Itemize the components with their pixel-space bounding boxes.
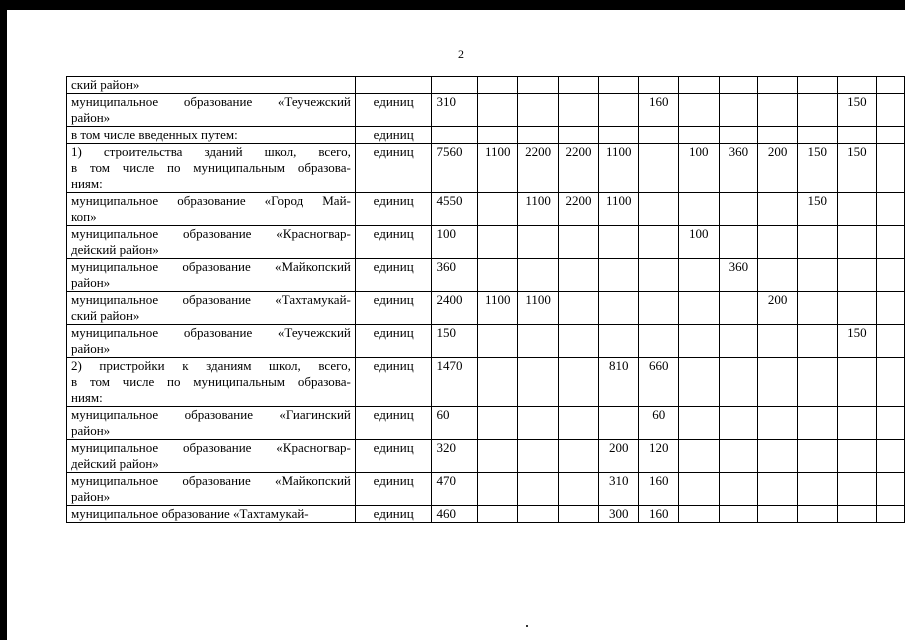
value-cell	[679, 440, 720, 473]
value-cell	[837, 440, 877, 473]
value-cell	[797, 77, 837, 94]
value-cell	[758, 358, 798, 407]
value-cell: 660	[639, 358, 679, 407]
value-cell	[639, 226, 679, 259]
total-cell: 7560	[432, 144, 478, 193]
value-cell	[719, 325, 758, 358]
row-name-line: муниципальное образование «Тахтамукай-	[71, 292, 351, 307]
value-cell	[679, 127, 720, 144]
row-name-cell	[67, 77, 356, 94]
unit-cell: единиц	[355, 226, 432, 259]
value-cell	[518, 440, 558, 473]
row-name-line: 2) пристройки к зданиям школ, всего,	[71, 358, 351, 373]
value-cell: 200	[758, 292, 798, 325]
value-cell	[719, 473, 758, 506]
value-cell	[719, 193, 758, 226]
value-cell	[558, 358, 598, 407]
value-cell	[877, 358, 905, 407]
row-name-line: в том числе по муниципальным образова-	[71, 374, 351, 389]
row-name-line: ский район»	[71, 308, 140, 323]
value-cell	[837, 127, 877, 144]
unit-cell: единиц	[355, 358, 432, 407]
value-cell	[758, 325, 798, 358]
value-cell	[558, 127, 598, 144]
value-cell	[758, 226, 798, 259]
value-cell: 310	[599, 473, 639, 506]
row-name-line: муниципальное образование «Город Май-	[71, 193, 351, 208]
value-cell	[518, 77, 558, 94]
value-cell	[797, 473, 837, 506]
row-name-line: муниципальное образование «Гиагинский	[71, 407, 351, 422]
value-cell	[639, 144, 679, 193]
row-name-line: в том числе введенных путем:	[71, 127, 238, 142]
value-cell	[877, 127, 905, 144]
value-cell	[877, 506, 905, 523]
value-cell	[837, 292, 877, 325]
value-cell: 810	[599, 358, 639, 407]
value-cell	[877, 226, 905, 259]
value-cell: 1100	[518, 193, 558, 226]
value-cell	[679, 292, 720, 325]
table-row	[67, 292, 905, 325]
value-cell: 150	[837, 325, 877, 358]
value-cell	[679, 506, 720, 523]
value-cell	[837, 193, 877, 226]
unit-cell: единиц	[355, 325, 432, 358]
value-cell: 150	[837, 94, 877, 127]
value-cell	[558, 440, 598, 473]
total-cell	[432, 127, 478, 144]
value-cell: 2200	[558, 193, 598, 226]
value-cell	[719, 358, 758, 407]
row-name-line: район»	[71, 489, 111, 504]
value-cell	[797, 259, 837, 292]
value-cell	[639, 325, 679, 358]
value-cell	[679, 358, 720, 407]
value-cell	[719, 94, 758, 127]
data-table	[66, 76, 905, 523]
row-name-line: в том числе по муниципальным образова-	[71, 160, 351, 175]
row-name-line: район»	[71, 423, 111, 438]
value-cell: 160	[639, 94, 679, 127]
table-row	[67, 226, 905, 259]
value-cell	[599, 77, 639, 94]
row-name-line: район»	[71, 110, 111, 125]
value-cell: 1100	[478, 144, 518, 193]
value-cell	[719, 440, 758, 473]
value-cell	[719, 506, 758, 523]
value-cell	[599, 292, 639, 325]
value-cell: 1100	[599, 144, 639, 193]
row-name-cell	[67, 440, 356, 473]
value-cell	[758, 506, 798, 523]
value-cell	[877, 292, 905, 325]
value-cell	[679, 193, 720, 226]
value-cell: 2200	[558, 144, 598, 193]
unit-cell: единиц	[355, 94, 432, 127]
unit-cell: единиц	[355, 440, 432, 473]
value-cell	[758, 127, 798, 144]
table-row	[67, 127, 905, 144]
value-cell: 150	[797, 193, 837, 226]
value-cell	[478, 94, 518, 127]
row-name-line: ниям:	[71, 176, 103, 191]
row-name-line: муниципальное образование «Майкопский	[71, 259, 351, 274]
value-cell	[877, 440, 905, 473]
value-cell	[518, 259, 558, 292]
value-cell	[639, 77, 679, 94]
scan-top-border	[0, 0, 905, 10]
total-cell	[432, 77, 478, 94]
total-cell: 150	[432, 325, 478, 358]
table-row	[67, 193, 905, 226]
table-row	[67, 144, 905, 193]
value-cell	[719, 226, 758, 259]
row-name-cell	[67, 292, 356, 325]
value-cell	[837, 77, 877, 94]
value-cell: 360	[719, 144, 758, 193]
value-cell	[758, 94, 798, 127]
value-cell: 60	[639, 407, 679, 440]
total-cell: 4550	[432, 193, 478, 226]
value-cell: 120	[639, 440, 679, 473]
total-cell: 470	[432, 473, 478, 506]
unit-cell: единиц	[355, 127, 432, 144]
value-cell	[639, 292, 679, 325]
value-cell	[639, 259, 679, 292]
value-cell: 360	[719, 259, 758, 292]
value-cell	[679, 473, 720, 506]
row-name-cell	[67, 193, 356, 226]
row-name-line: дейский район»	[71, 242, 159, 257]
value-cell	[518, 127, 558, 144]
value-cell	[478, 473, 518, 506]
row-name-cell	[67, 127, 356, 144]
value-cell	[478, 77, 518, 94]
value-cell	[837, 407, 877, 440]
total-cell: 460	[432, 506, 478, 523]
total-cell: 320	[432, 440, 478, 473]
row-name-cell	[67, 358, 356, 407]
total-cell: 360	[432, 259, 478, 292]
value-cell: 300	[599, 506, 639, 523]
value-cell: 100	[679, 144, 720, 193]
page-number: 2	[458, 47, 464, 61]
table-row	[67, 506, 905, 523]
table-row	[67, 77, 905, 94]
value-cell	[797, 506, 837, 523]
value-cell	[478, 325, 518, 358]
value-cell: 150	[797, 144, 837, 193]
value-cell	[837, 506, 877, 523]
total-cell: 2400	[432, 292, 478, 325]
value-cell	[797, 226, 837, 259]
value-cell	[797, 94, 837, 127]
total-cell: 310	[432, 94, 478, 127]
row-name-line: муниципальное образование «Тахтамукай-	[71, 506, 309, 521]
unit-cell: единиц	[355, 193, 432, 226]
value-cell	[558, 325, 598, 358]
value-cell	[478, 259, 518, 292]
value-cell: 1100	[518, 292, 558, 325]
value-cell	[679, 325, 720, 358]
row-name-cell	[67, 144, 356, 193]
value-cell	[518, 94, 558, 127]
value-cell	[877, 77, 905, 94]
row-name-line: муниципальное образование «Майкопский	[71, 473, 351, 488]
value-cell	[758, 77, 798, 94]
unit-cell: единиц	[355, 144, 432, 193]
table-body	[67, 77, 905, 523]
value-cell	[518, 226, 558, 259]
value-cell	[758, 440, 798, 473]
value-cell	[719, 407, 758, 440]
row-name-line: коп»	[71, 209, 97, 224]
table-row	[67, 358, 905, 407]
value-cell	[599, 94, 639, 127]
table-row	[67, 325, 905, 358]
value-cell	[558, 259, 598, 292]
row-name-cell	[67, 506, 356, 523]
table-row	[67, 407, 905, 440]
value-cell	[518, 473, 558, 506]
value-cell	[478, 193, 518, 226]
value-cell	[797, 440, 837, 473]
value-cell	[558, 77, 598, 94]
value-cell: 1100	[599, 193, 639, 226]
value-cell	[837, 473, 877, 506]
row-name-line: ский район»	[71, 77, 140, 92]
value-cell	[558, 226, 598, 259]
unit-cell: единиц	[355, 506, 432, 523]
value-cell	[478, 226, 518, 259]
value-cell	[558, 473, 598, 506]
value-cell	[877, 94, 905, 127]
value-cell: 1100	[478, 292, 518, 325]
table-row	[67, 94, 905, 127]
value-cell: 160	[639, 506, 679, 523]
unit-cell	[355, 77, 432, 94]
value-cell	[797, 407, 837, 440]
value-cell	[837, 259, 877, 292]
value-cell	[518, 506, 558, 523]
value-cell	[558, 407, 598, 440]
value-cell	[478, 506, 518, 523]
value-cell	[518, 407, 558, 440]
row-name-cell	[67, 325, 356, 358]
row-name-cell	[67, 226, 356, 259]
row-name-line: район»	[71, 341, 111, 356]
value-cell	[478, 127, 518, 144]
total-cell: 100	[432, 226, 478, 259]
value-cell	[599, 226, 639, 259]
row-name-line: муниципальное образование «Теучежский	[71, 325, 351, 340]
table-row	[67, 259, 905, 292]
total-cell: 1470	[432, 358, 478, 407]
value-cell	[719, 77, 758, 94]
value-cell	[518, 325, 558, 358]
total-cell: 60	[432, 407, 478, 440]
value-cell	[639, 127, 679, 144]
unit-cell: единиц	[355, 259, 432, 292]
value-cell	[679, 407, 720, 440]
value-cell	[599, 259, 639, 292]
value-cell	[478, 407, 518, 440]
value-cell	[877, 193, 905, 226]
value-cell	[558, 94, 598, 127]
scan-speck	[526, 625, 528, 627]
value-cell: 100	[679, 226, 720, 259]
value-cell	[679, 77, 720, 94]
row-name-cell	[67, 94, 356, 127]
value-cell	[797, 127, 837, 144]
value-cell	[877, 144, 905, 193]
value-cell	[758, 473, 798, 506]
unit-cell: единиц	[355, 407, 432, 440]
value-cell	[877, 325, 905, 358]
value-cell: 200	[758, 144, 798, 193]
row-name-cell	[67, 259, 356, 292]
value-cell	[758, 259, 798, 292]
value-cell: 200	[599, 440, 639, 473]
value-cell	[639, 193, 679, 226]
value-cell	[797, 358, 837, 407]
value-cell	[478, 358, 518, 407]
row-name-line: 1) строительства зданий школ, всего,	[71, 144, 351, 159]
value-cell	[558, 506, 598, 523]
row-name-line: муниципальное образование «Теучежский	[71, 94, 351, 109]
row-name-line: муниципальное образование «Красногвар-	[71, 440, 351, 455]
value-cell	[599, 407, 639, 440]
value-cell	[758, 193, 798, 226]
row-name-line: район»	[71, 275, 111, 290]
value-cell	[679, 259, 720, 292]
value-cell	[877, 473, 905, 506]
unit-cell: единиц	[355, 473, 432, 506]
value-cell	[877, 407, 905, 440]
value-cell	[758, 407, 798, 440]
value-cell	[679, 94, 720, 127]
value-cell	[797, 325, 837, 358]
table-row	[67, 440, 905, 473]
unit-cell: единиц	[355, 292, 432, 325]
value-cell	[518, 358, 558, 407]
table-row	[67, 473, 905, 506]
value-cell	[797, 292, 837, 325]
value-cell	[719, 292, 758, 325]
value-cell: 150	[837, 144, 877, 193]
value-cell	[719, 127, 758, 144]
value-cell: 160	[639, 473, 679, 506]
value-cell	[837, 226, 877, 259]
row-name-line: дейский район»	[71, 456, 159, 471]
row-name-cell	[67, 473, 356, 506]
scan-left-border	[0, 0, 7, 640]
value-cell	[599, 127, 639, 144]
row-name-cell	[67, 407, 356, 440]
row-name-line: ниям:	[71, 390, 103, 405]
value-cell	[558, 292, 598, 325]
row-name-line: муниципальное образование «Красногвар-	[71, 226, 351, 241]
value-cell	[478, 440, 518, 473]
value-cell	[877, 259, 905, 292]
value-cell	[599, 325, 639, 358]
value-cell	[837, 358, 877, 407]
value-cell: 2200	[518, 144, 558, 193]
